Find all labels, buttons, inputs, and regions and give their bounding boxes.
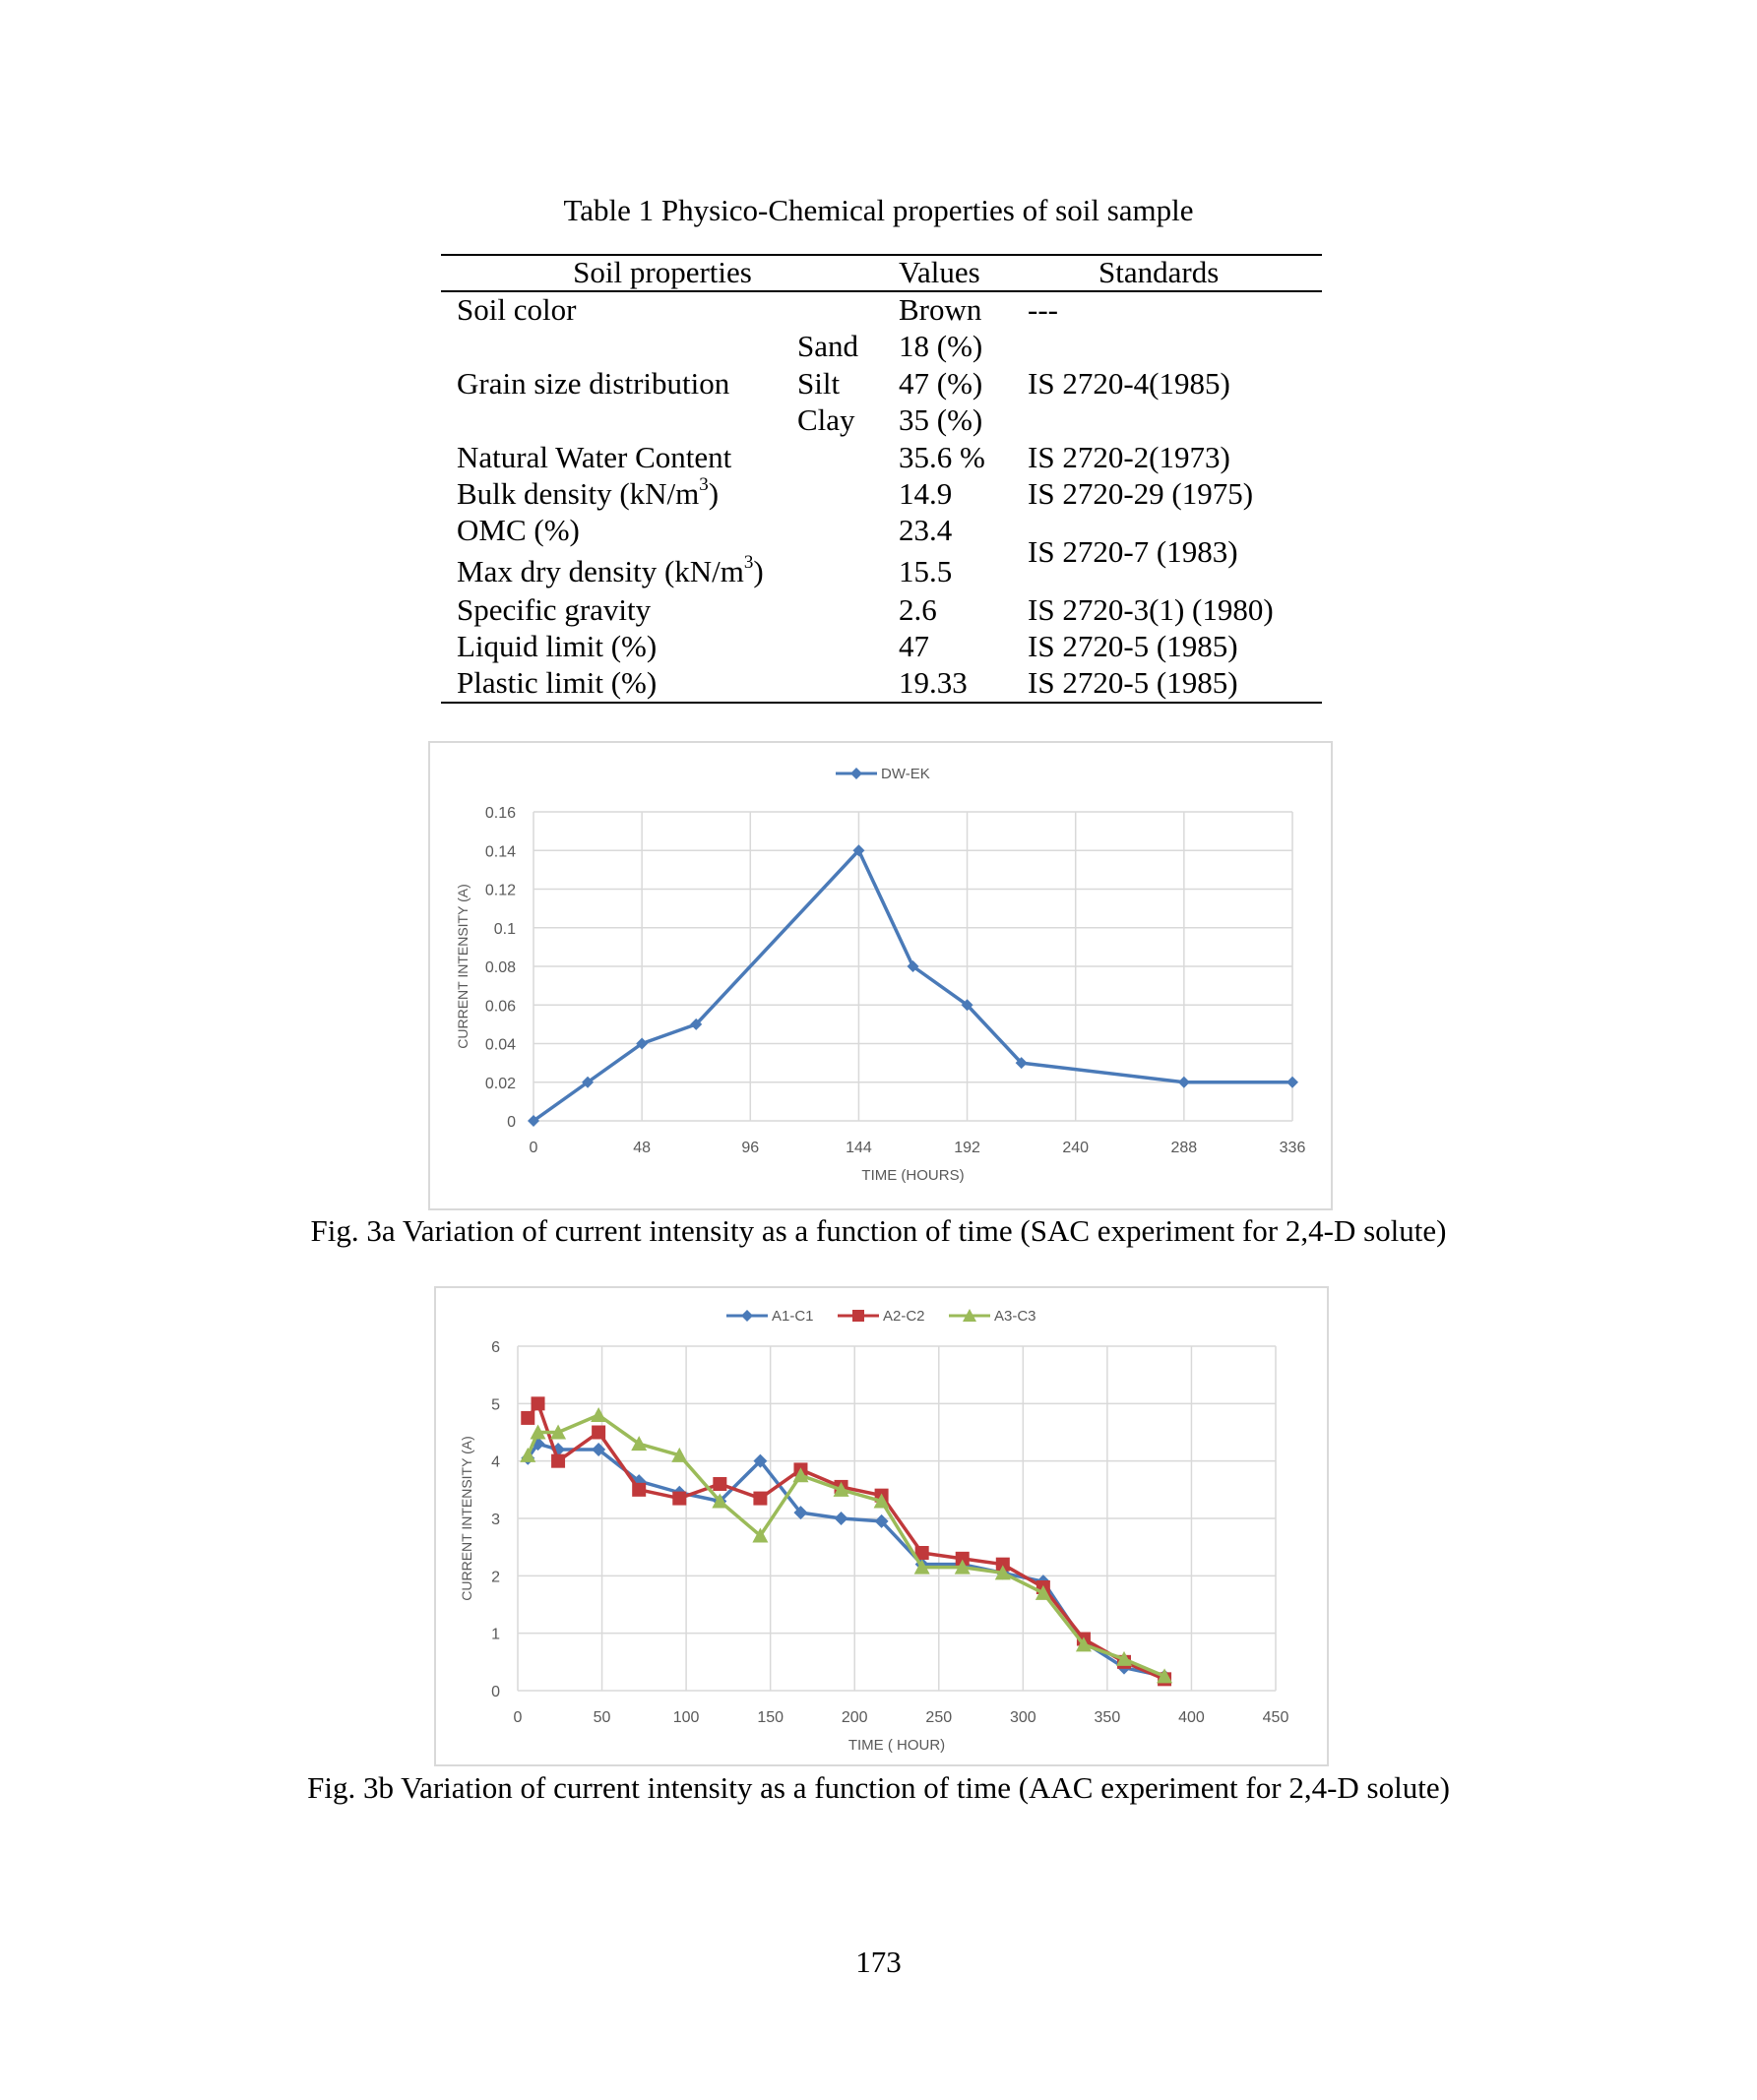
data-point <box>521 1411 534 1425</box>
row-pl-standard: IS 2720-5 (1985) <box>1028 665 1238 700</box>
header-standards: Standards <box>1098 255 1220 289</box>
row-bulk-standard: IS 2720-29 (1975) <box>1028 476 1254 511</box>
row-omc-value: 23.4 <box>899 513 953 547</box>
y-tick-label: 0.12 <box>484 882 516 899</box>
data-point <box>753 1492 767 1506</box>
y-tick-label: 1 <box>491 1626 500 1643</box>
x-tick-label: 100 <box>672 1709 700 1726</box>
y-tick-label: 5 <box>491 1396 500 1414</box>
x-tick-label: 300 <box>1009 1709 1036 1726</box>
y-tick-label: 6 <box>491 1339 500 1356</box>
legend-marker <box>741 1310 753 1322</box>
data-point <box>551 1454 565 1468</box>
page-number: 173 <box>855 1945 902 1979</box>
maxdry-property-end: ) <box>753 554 764 588</box>
row-soil-color-value: Brown <box>899 292 982 327</box>
x-tick-label: 0 <box>529 1140 538 1156</box>
x-tick-label: 150 <box>757 1709 784 1726</box>
grain-silt-value: 47 (%) <box>899 366 983 401</box>
legend-marker <box>852 1310 864 1322</box>
row-sg-value: 2.6 <box>899 592 937 627</box>
x-tick-label: 0 <box>513 1709 523 1726</box>
x-axis-label: TIME (HOURS) <box>861 1167 965 1184</box>
y-tick-label: 0 <box>491 1684 500 1700</box>
data-point <box>591 1407 606 1422</box>
y-tick-label: 0.1 <box>493 920 516 938</box>
legend-label: A2-C2 <box>883 1308 925 1325</box>
y-tick-label: 0.16 <box>484 805 516 822</box>
y-tick-label: 0.14 <box>484 843 516 861</box>
maxdry-superscript: 3 <box>743 551 754 573</box>
data-point <box>532 1396 545 1410</box>
bulk-superscript: 3 <box>699 473 709 495</box>
grain-sand-value: 18 (%) <box>899 329 983 363</box>
y-axis-label: CURRENT INTENSITY (A) <box>459 1436 474 1601</box>
x-tick-label: 96 <box>741 1140 760 1156</box>
row-bulk-property <box>457 473 720 512</box>
grain-silt-label: Silt <box>797 366 841 401</box>
series-line <box>528 1444 1164 1676</box>
maxdry-property-text: Max dry density (kN/m <box>457 554 744 588</box>
x-axis-label: TIME ( HOUR) <box>847 1737 946 1754</box>
row-maxdry-value: 15.5 <box>899 554 953 588</box>
x-tick-label: 288 <box>1170 1140 1198 1156</box>
row-pl-value: 19.33 <box>899 665 968 700</box>
table-caption: Table 1 Physico-Chemical properties of soil sample <box>563 193 1194 227</box>
chart-3a <box>430 743 1331 1208</box>
series-line <box>528 1403 1164 1679</box>
fig-3a-caption: Fig. 3a Variation of current intensity as a function of time (SAC experiment for 2,4-D solute) <box>310 1213 1447 1248</box>
grain-standard: IS 2720-4(1985) <box>1028 366 1230 401</box>
y-tick-label: 2 <box>491 1569 500 1586</box>
y-tick-label: 0.08 <box>484 959 516 976</box>
row-soil-color-property: Soil color <box>457 292 577 327</box>
legend-label: DW-EK <box>881 766 930 782</box>
header-soil-properties: Soil properties <box>573 255 752 289</box>
x-tick-label: 200 <box>841 1709 868 1726</box>
x-tick-label: 192 <box>954 1140 980 1156</box>
fig-3b-caption: Fig. 3b Variation of current intensity as a function of time (AAC experiment for 2,4-D solute) <box>307 1770 1450 1805</box>
header-values: Values <box>899 255 980 289</box>
bulk-property-text: Bulk density (kN/m <box>457 476 700 511</box>
bulk-property-end: ) <box>708 476 720 511</box>
grain-clay-value: 35 (%) <box>899 402 983 437</box>
row-pl-property: Plastic limit (%) <box>457 665 658 700</box>
y-tick-label: 3 <box>491 1512 500 1528</box>
x-tick-label: 350 <box>1094 1709 1121 1726</box>
row-ll-standard: IS 2720-5 (1985) <box>1028 629 1238 663</box>
y-tick-label: 0.06 <box>484 998 516 1016</box>
grain-sand-label: Sand <box>797 329 858 363</box>
row-water-value: 35.6 % <box>899 440 985 474</box>
y-tick-label: 4 <box>491 1453 500 1471</box>
y-tick-label: 0.04 <box>484 1036 516 1054</box>
row-omc-property: OMC (%) <box>457 513 580 547</box>
data-point <box>835 1512 848 1525</box>
data-point <box>672 1492 686 1506</box>
row-soil-color-standard: --- <box>1028 292 1058 327</box>
x-tick-label: 400 <box>1178 1709 1205 1726</box>
legend-label: A1-C1 <box>772 1308 814 1325</box>
legend-marker <box>850 768 862 779</box>
row-ll-value: 47 <box>899 629 929 663</box>
data-point <box>1178 1077 1190 1088</box>
table-bottom-rule <box>441 702 1322 704</box>
series-line <box>528 1415 1164 1676</box>
data-point <box>1286 1077 1298 1088</box>
row-water-property: Natural Water Content <box>457 440 732 474</box>
data-point <box>632 1483 646 1497</box>
chart-3b <box>436 1288 1327 1764</box>
data-point <box>592 1426 605 1440</box>
legend-label: A3-C3 <box>994 1308 1036 1325</box>
grain-size-property: Grain size distribution <box>457 366 730 401</box>
x-tick-label: 336 <box>1279 1140 1306 1156</box>
row-maxdry-property <box>457 551 764 589</box>
data-point <box>713 1477 726 1491</box>
series-line <box>533 850 1292 1121</box>
row-ll-property: Liquid limit (%) <box>457 629 658 663</box>
row-bulk-value: 14.9 <box>899 476 953 511</box>
x-tick-label: 48 <box>633 1140 652 1156</box>
y-tick-label: 0 <box>507 1114 516 1131</box>
x-tick-label: 50 <box>593 1709 611 1726</box>
row-water-standard: IS 2720-2(1973) <box>1028 440 1230 474</box>
chart-3b-frame <box>434 1286 1329 1766</box>
row-omc-maxdry-standard: IS 2720-7 (1983) <box>1028 534 1238 569</box>
x-tick-label: 450 <box>1262 1709 1289 1726</box>
y-axis-label: CURRENT INTENSITY (A) <box>455 884 471 1049</box>
row-sg-property: Specific gravity <box>457 592 652 627</box>
x-tick-label: 144 <box>846 1140 872 1156</box>
y-tick-label: 0.02 <box>484 1075 516 1092</box>
grain-clay-label: Clay <box>797 402 855 437</box>
x-tick-label: 240 <box>1062 1140 1090 1156</box>
x-tick-label: 250 <box>925 1709 953 1726</box>
chart-3a-frame <box>428 741 1333 1210</box>
row-sg-standard: IS 2720-3(1) (1980) <box>1028 592 1274 627</box>
